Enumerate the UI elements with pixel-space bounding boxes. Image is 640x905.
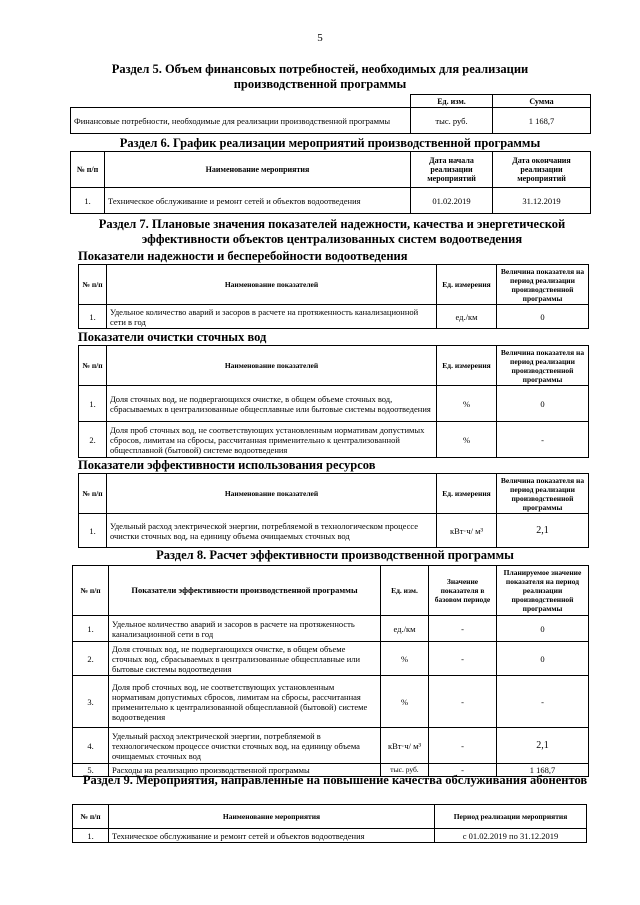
row-num: 1. [73,829,109,843]
table-row [73,642,589,676]
col-unit-header: Ед. изм. [381,566,429,616]
row-num: 5. [73,764,109,777]
row-num: 2. [73,642,109,676]
section-9-title: Раздел 9. Мероприятия, направленные на повышение качества обслуживания абонентов [82,773,588,787]
col-name-header: Наименование мероприятия [105,152,411,188]
row-num: 1. [71,188,105,214]
section-7-title: Раздел 7. Плановые значения показателей надежности, качества и энергетической эффективности объектов централизованных систем водоотведения [98,217,566,246]
row-value: 2,1 [497,514,589,548]
row-num: 2. [79,422,107,458]
section-6-table [70,151,591,214]
section-6-title: Раздел 6. График реализации мероприятий производственной программы [119,136,541,150]
col-sum-header: Сумма [493,95,591,108]
table-row [73,676,589,728]
table-row [79,422,589,458]
row-num: 4. [73,728,109,764]
row-unit: ед./км [381,616,429,642]
col-plan-header: Планируемое значение показателя на период реализации производственной программы [497,566,589,616]
row-sum: 1 168,7 [493,108,591,134]
section-7-sub3-title: Показатели эффективности использования ресурсов [78,458,376,472]
row-name: Удельный расход электрической энергии, потребляемой в технологическом процессе очистки сточных вод, на единицу объема очищаемых сточных вод [109,728,381,764]
row-value: 0 [497,386,589,422]
col-unit-header: Ед. измерения [437,265,497,305]
row-base: - [429,728,497,764]
row-period: с 01.02.2019 по 31.12.2019 [435,829,587,843]
col-start-header: Дата начала реализации мероприятий [411,152,493,188]
row-name: Техническое обслуживание и ремонт сетей и объектов водоотведения [105,188,411,214]
row-unit: кВт·ч/ м³ [381,728,429,764]
col-name-header: Наименование мероприятия [109,805,435,829]
row-unit: ед./км [437,305,497,329]
col-num-header: № п/п [71,152,105,188]
col-name-header: Наименование показателей [107,474,437,514]
row-value: - [497,422,589,458]
col-name-header: Наименование показателей [107,346,437,386]
row-base: - [429,676,497,728]
section-7-sub1-title: Показатели надежности и бесперебойности водоотведения [78,249,408,263]
row-name: Доля проб сточных вод, не соответствующих установленным нормативам допустимых сбросов, лимитам на сбросы, рассчитанная применительно к централизованной общесплавной (бытовой) системе водоотведения [109,676,381,728]
col-period-header: Период реализации мероприятия [435,805,587,829]
col-num-header: № п/п [73,566,109,616]
col-unit-header: Ед. изм. [411,95,493,108]
row-num: 1. [79,514,107,548]
table-row [79,305,589,329]
row-start: 01.02.2019 [411,188,493,214]
row-unit: % [437,422,497,458]
row-unit: % [437,386,497,422]
section-5-title: Раздел 5. Объем финансовых потребностей, необходимых для реализации производственной программы [111,62,529,91]
row-num: 1. [79,305,107,329]
row-name: Доля проб сточных вод, не соответствующих установленным нормативам допустимых сбросов, лимитам на сбросы, рассчитанная применительно к централизованной общесплавной (бытовой) системе водоотведения [107,422,437,458]
col-unit-header: Ед. измерения [437,474,497,514]
col-base-header: Значение показателя в базовом периоде [429,566,497,616]
col-value-header: Величина показателя на период реализации производственной программы [497,265,589,305]
row-plan: 2,1 [497,728,589,764]
row-name: Доля сточных вод, не подвергающихся очистке, в общем объеме сточных вод, сбрасываемых в централизованные общесплавные или бытовые системы водоотведения [107,386,437,422]
reliability-table [78,264,589,329]
table-row [73,829,587,843]
row-base: - [429,764,497,777]
resources-table [78,473,589,548]
table-row [71,188,591,214]
row-name: Финансовые потребности, необходимые для реализации производственной программы [71,108,411,134]
col-num-header: № п/п [73,805,109,829]
col-end-header: Дата окончания реализации мероприятий [493,152,591,188]
row-plan: 1 168,7 [497,764,589,777]
section-5-table [70,94,591,134]
row-unit: тыс. руб. [381,764,429,777]
section-8-title: Раздел 8. Расчет эффективности производственной программы [156,548,514,562]
col-name-header: Показатели эффективности производственной программы [109,566,381,616]
row-plan: 0 [497,642,589,676]
col-value-header: Величина показателя на период реализации производственной программы [497,346,589,386]
col-unit-header: Ед. измерения [437,346,497,386]
table-row [71,108,591,134]
table-row [79,386,589,422]
row-name: Расходы на реализацию производственной программы [109,764,381,777]
table-row [73,728,589,764]
row-plan: 0 [497,616,589,642]
col-num-header: № п/п [79,346,107,386]
col-name-header: Наименование показателей [107,265,437,305]
row-value: 0 [497,305,589,329]
row-plan: - [497,676,589,728]
row-base: - [429,616,497,642]
row-num: 1. [73,616,109,642]
row-unit: % [381,642,429,676]
row-end: 31.12.2019 [493,188,591,214]
row-unit: кВт·ч/ м³ [437,514,497,548]
row-base: - [429,642,497,676]
treatment-table [78,345,589,458]
col-num-header: № п/п [79,265,107,305]
row-name: Удельное количество аварий и засоров в расчете на протяженность канализационной сети в год [107,305,437,329]
row-num: 1. [79,386,107,422]
table-row [79,514,589,548]
table-row [73,616,589,642]
section-8-table [72,565,589,777]
row-name: Удельное количество аварий и засоров в расчете на протяженность канализационной сети в год [109,616,381,642]
section-7-sub2-title: Показатели очистки сточных вод [78,330,267,344]
section-9-table [72,804,587,843]
row-name: Удельный расход электрической энергии, потребляемой в технологическом процессе очистки сточных вод, на единицу объема очищаемых сточных вод [107,514,437,548]
row-num: 3. [73,676,109,728]
page-number: 5 [317,32,323,44]
col-value-header: Величина показателя на период реализации производственной программы [497,474,589,514]
row-name: Техническое обслуживание и ремонт сетей и объектов водоотведения [109,829,435,843]
row-unit: тыс. руб. [411,108,493,134]
row-name: Доля сточных вод, не подвергающихся очистке, в общем объеме сточных вод, сбрасываемых в централизованные общесплавные или бытовые системы водоотведения [109,642,381,676]
col-num-header: № п/п [79,474,107,514]
row-unit: % [381,676,429,728]
